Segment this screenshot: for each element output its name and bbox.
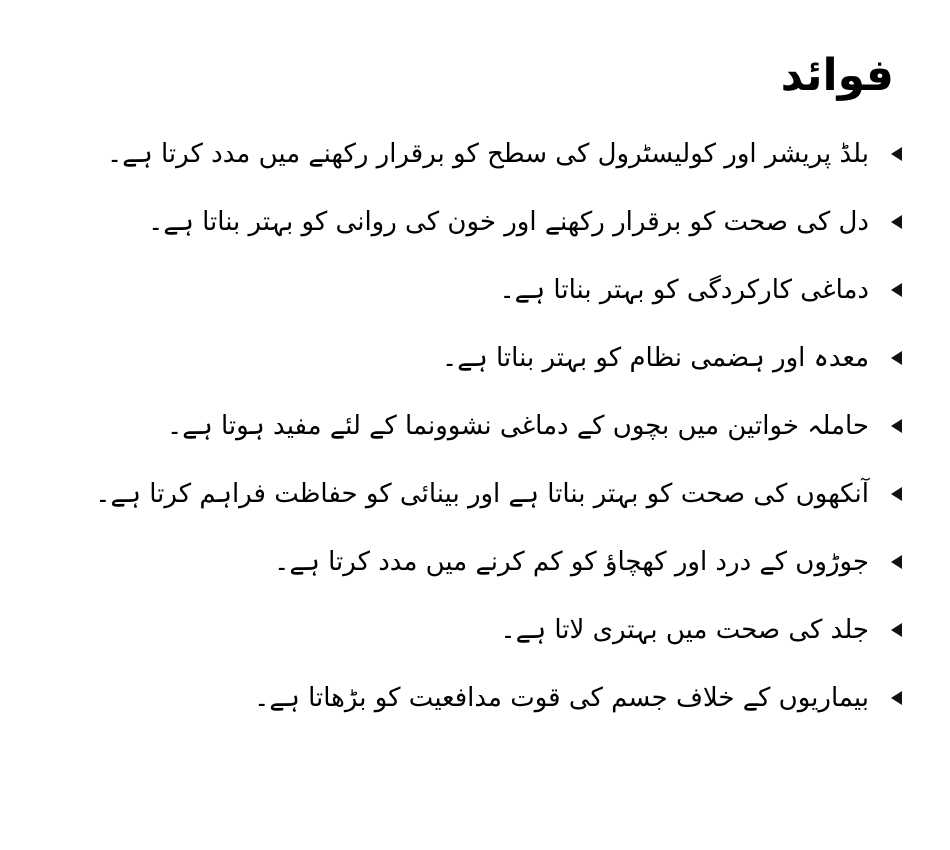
- benefit-text: جلد کی صحت میں بہتری لاتا ہے۔: [500, 614, 869, 645]
- list-item: [40, 324, 902, 392]
- bullet-triangle-icon: [891, 623, 902, 637]
- list-item: [40, 256, 902, 324]
- list-item: [40, 596, 902, 664]
- benefit-text: معدہ اور ہضمی نظام کو بہتر بناتا ہے۔: [442, 342, 869, 373]
- list-item: [40, 392, 902, 460]
- benefit-text: دماغی کارکردگی کو بہتر بناتا ہے۔: [499, 274, 869, 305]
- benefits-list: [40, 120, 902, 732]
- bullet-triangle-icon: [891, 351, 902, 365]
- benefit-text: دل کی صحت کو برقرار رکھنے اور خون کی روانی کو بہتر بناتا ہے۔: [148, 206, 869, 237]
- list-item: [40, 188, 902, 256]
- bullet-triangle-icon: [891, 691, 902, 705]
- list-item: [40, 120, 902, 188]
- bullet-triangle-icon: [891, 283, 902, 297]
- bullet-triangle-icon: [891, 487, 902, 501]
- benefit-text: بیماریوں کے خلاف جسم کی قوت مدافعیت کو بڑھاتا ہے۔: [254, 682, 869, 713]
- list-item: [40, 664, 902, 732]
- bullet-triangle-icon: [891, 215, 902, 229]
- benefit-text: بلڈ پریشر اور کولیسٹرول کی سطح کو برقرار رکھنے میں مدد کرتا ہے۔: [107, 138, 869, 169]
- list-item: [40, 460, 902, 528]
- bullet-triangle-icon: [891, 555, 902, 569]
- benefit-text: حاملہ خواتین میں بچوں کے دماغی نشوونما کے لئے مفید ہوتا ہے۔: [166, 410, 869, 441]
- benefit-text: آنکھوں کی صحت کو بہتر بناتا ہے اور بینائی کو حفاظت فراہم کرتا ہے۔: [95, 478, 869, 509]
- page-title: فوائد: [780, 50, 894, 101]
- benefit-text: جوڑوں کے درد اور کھچاؤ کو کم کرنے میں مدد کرتا ہے۔: [274, 546, 869, 577]
- bullet-triangle-icon: [891, 147, 902, 161]
- bullet-triangle-icon: [891, 419, 902, 433]
- list-item: [40, 528, 902, 596]
